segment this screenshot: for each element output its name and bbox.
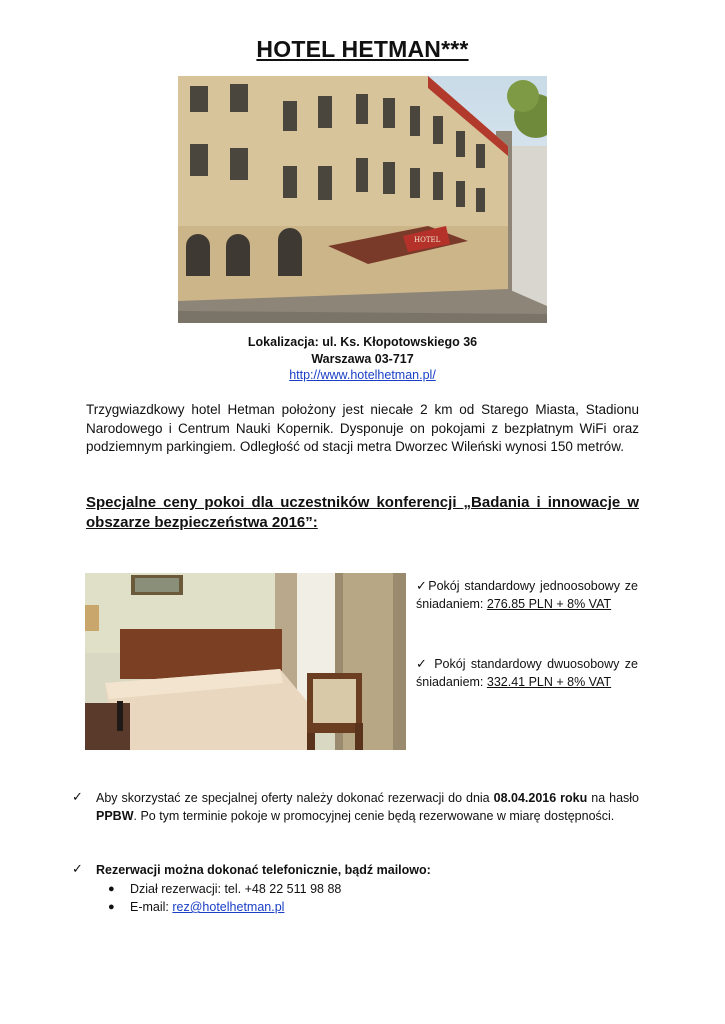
offer-double-price: 332.41 PLN + 8% VAT	[486, 674, 612, 689]
offer-single-price: 276.85 PLN + 8% VAT	[486, 596, 612, 611]
check-icon: ✓	[416, 657, 429, 672]
hotel-description: Trzygwiazdkowy hotel Hetman położony jest niecałe 2 km od Starego Miasta, Stadionu Narodowego i Centrum Nauki Kopernik. Dysponuje on pokojami z bezpłatnym WiFi oraz podziemnym parkingiem. Odległość od stacji metra Dworzec Wileński wynosi 150 metrów.	[86, 402, 639, 454]
check-icon: ✓	[416, 579, 429, 594]
hotel-facade-photo	[178, 76, 547, 323]
contact-note	[72, 861, 639, 879]
offer-single-label: Pokój standardowy jednoosobowy ze śniadaniem:	[416, 579, 638, 611]
svg-text:HOTEL: HOTEL	[414, 236, 441, 244]
email-label: E-mail:	[130, 900, 173, 914]
check-icon: ✓	[72, 790, 83, 805]
phone-item	[108, 880, 341, 898]
email-item	[108, 898, 284, 916]
hotel-room-photo	[85, 573, 406, 750]
phone-text: Dział rezerwacji: tel. +48 22 511 98 88	[130, 882, 342, 896]
booking-note	[72, 789, 639, 825]
contact-heading: Rezerwacji można dokonać telefonicznie, bądź mailowo:	[96, 863, 431, 877]
website-row	[0, 368, 725, 382]
booking-note-text-1: Aby skorzystać ze specjalnej oferty należy dokonać rezerwacji do dnia	[96, 791, 494, 805]
website-link[interactable]: http://www.hotelhetman.pl/	[289, 368, 436, 382]
bullet-icon: ●	[108, 901, 115, 913]
address-line: Lokalizacja: ul. Ks. Kłopotowskiego 36	[247, 335, 478, 349]
page-title: HOTEL HETMAN***	[256, 36, 469, 62]
booking-note-text-2: na hasło	[587, 791, 640, 805]
check-icon: ✓	[72, 862, 83, 877]
city-line: Warszawa 03-717	[311, 352, 414, 366]
offer-single	[416, 578, 638, 613]
booking-note-text-3: . Po tym terminie pokoje w promocyjnej cenie będą rezerwowane w miarę dostępności.	[133, 809, 615, 823]
offer-double	[416, 656, 638, 691]
email-link[interactable]: rez@hotelhetman.pl	[172, 900, 285, 914]
booking-deadline: 08.04.2016 roku	[493, 791, 588, 805]
bullet-icon: ●	[108, 883, 115, 895]
offer-double-label: Pokój standardowy dwuosobowy ze śniadaniem:	[416, 657, 638, 689]
special-prices-heading: Specjalne ceny pokoi dla uczestników konferencji „Badania i innowacje w obszarze bezpieczeństwa 2016”:	[86, 494, 639, 531]
booking-code: PPBW	[96, 809, 134, 823]
